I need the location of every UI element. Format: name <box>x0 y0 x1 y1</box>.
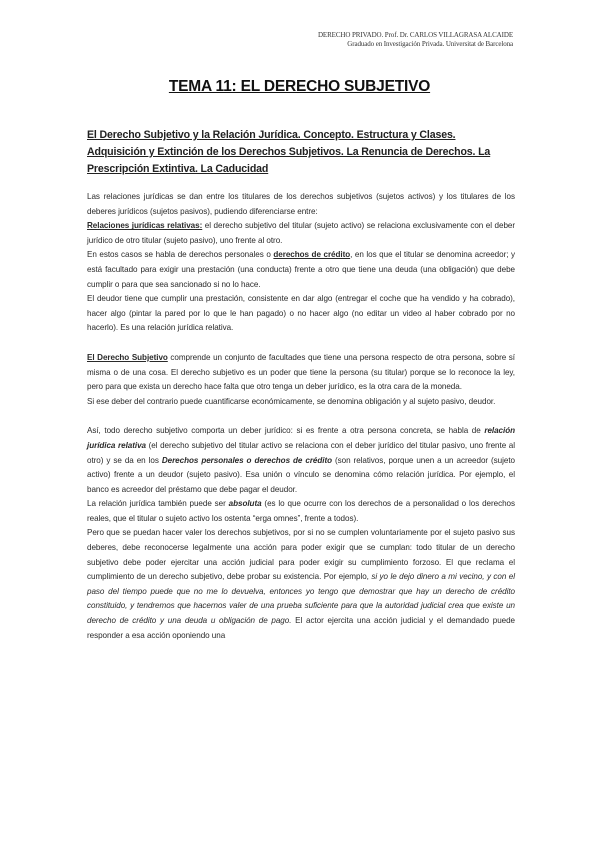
document-title: TEMA 11: EL DERECHO SUBJETIVO <box>168 78 431 95</box>
paragraph-relative-relations <box>87 219 515 248</box>
paragraph-subjective-right <box>87 351 515 395</box>
example-text: si yo le dejo dinero a mi vecino, y con el paso del tiempo puede que no me lo devuelva, entonces yo tengo que demostrar que hay un derecho de crédito constituido, y tendremos que hacernos valer de una prueba suficiente para que la autoridad judicial crea que existe un derecho de crédito y una deuda u obligación de pago. <box>87 572 516 626</box>
paragraph-obligation: Si ese deber del contrario puede cuantificarse económicamente, se denomina obligación y al sujeto pasivo, deudor. <box>87 396 496 406</box>
paragraph-relative-text: el derecho subjetivo del titular (sujeto activo) se relaciona exclusivamente con el deber jurídico de otro titular (sujeto pasivo), uno frente al otro. <box>87 221 515 245</box>
term-absolute: absoluta <box>228 499 262 509</box>
spacer <box>87 409 515 424</box>
text-segment: (el derecho subjetivo del titular activo se relaciona con el deber jurídico del titular pasivo, uno frente al otro) y se da en los <box>87 440 515 465</box>
text-segment: , en los que el titular se denomina acreedor; y está facultado para exigir una prestación (una conducta) frente a otro que tiene una deuda (una obligación) que debe cumplir o para que sea sancionado si no lo hace. <box>87 250 515 289</box>
text-segment: Pero que se puedan hacer valer los derechos subjetivos, por si no se cumplen voluntariamente por el sujeto pasivo sus deberes, debe reconocerse legalmente una acción para poder exigir que se cumplan: todo titular de un derecho subjetivo debe poder ejercitar una acción judicial para poder exigir su cumplimiento forzoso. El que reclama el cumplimiento de un derecho subjetivo, debe probar su existencia. Por ejemplo, <box>87 528 515 582</box>
term-subjective-right: El Derecho Subjetivo <box>87 352 168 362</box>
header-course-line: DERECHO PRIVADO. Prof. Dr. CARLOS VILLAGRASA ALCAIDE <box>317 31 513 39</box>
text-segment: La relación jurídica también puede ser <box>87 499 229 509</box>
spacer <box>87 336 515 351</box>
term-credit-rights: derechos de crédito <box>273 250 351 260</box>
term-relative-legal-relation: relación jurídica relativa <box>87 426 515 450</box>
paragraph-legal-action <box>87 526 515 643</box>
term-personal-rights: Derechos personales o derechos de crédito <box>161 455 333 465</box>
paragraph-legal-duty <box>87 424 515 497</box>
paragraph-debtor: El deudor tiene que cumplir una prestación, consistente en dar algo (entregar el coche que ha vendido y ha cobrado), hacer algo (pintar la pared por lo que le han pagado) o no hacer algo (no editar un video al haber cobrado por no hacerlo). Es una relación jurídica relativa. <box>87 294 515 333</box>
paragraph-credit-rights <box>87 248 515 292</box>
paragraph-intro: Las relaciones jurídicas se dan entre los titulares de los derechos subjetivos (sujetos activos) y los titulares de los deberes jurídicos (sujetos pasivos), pudiendo diferenciarse entre: <box>87 192 515 216</box>
text-segment: El actor ejercita una acción judicial y el demandado puede responder a esa acción oponiendo una <box>87 616 516 640</box>
header-author-line: Graduado en Investigación Privada. Universitat de Barcelona <box>347 40 513 48</box>
text-segment: En estos casos se habla de derechos personales o <box>87 250 274 260</box>
document-body <box>87 190 515 643</box>
paragraph-absolute <box>87 497 515 526</box>
text-segment: (son relativos, porque unen a un acreedor (sujeto activo) frente a un deudor (sujeto pasivo). Esa unión o vínculo se denomina cómo relación jurídica. Por ejemplo, el banco es acreedor del préstamo que debe pagar el deudor. <box>87 455 515 494</box>
term-relative-relations: Relaciones jurídicas relativas: <box>87 221 203 231</box>
section-subheading: El Derecho Subjetivo y la Relación Jurídica. Concepto. Estructura y Clases. Adquisición y Extinción de los Derechos Subjetivos. La Renuncia de Derechos. La Prescripción Extintiva. La Caducidad <box>87 129 491 175</box>
text-segment: Así, todo derecho subjetivo comporta un deber jurídico: si es frente a otra persona concreta, se habla de <box>87 426 485 436</box>
text-segment: comprende un conjunto de facultades que tiene una persona respecto de otra persona, sobre sí misma o de una cosa. El derecho subjetivo es un poder que tiene la persona (su titular) porque se lo reconoce la ley, pero para que exista un derecho hace falta que otro tenga un deber jurídico, es la otra cara de la moneda. <box>87 352 515 392</box>
text-segment: (es lo que ocurre con los derechos de a personalidad o los derechos reales, que el titular o sujeto activo los ostenta “erga omnes”, frente a todos). <box>87 499 515 523</box>
page-header <box>318 31 513 49</box>
